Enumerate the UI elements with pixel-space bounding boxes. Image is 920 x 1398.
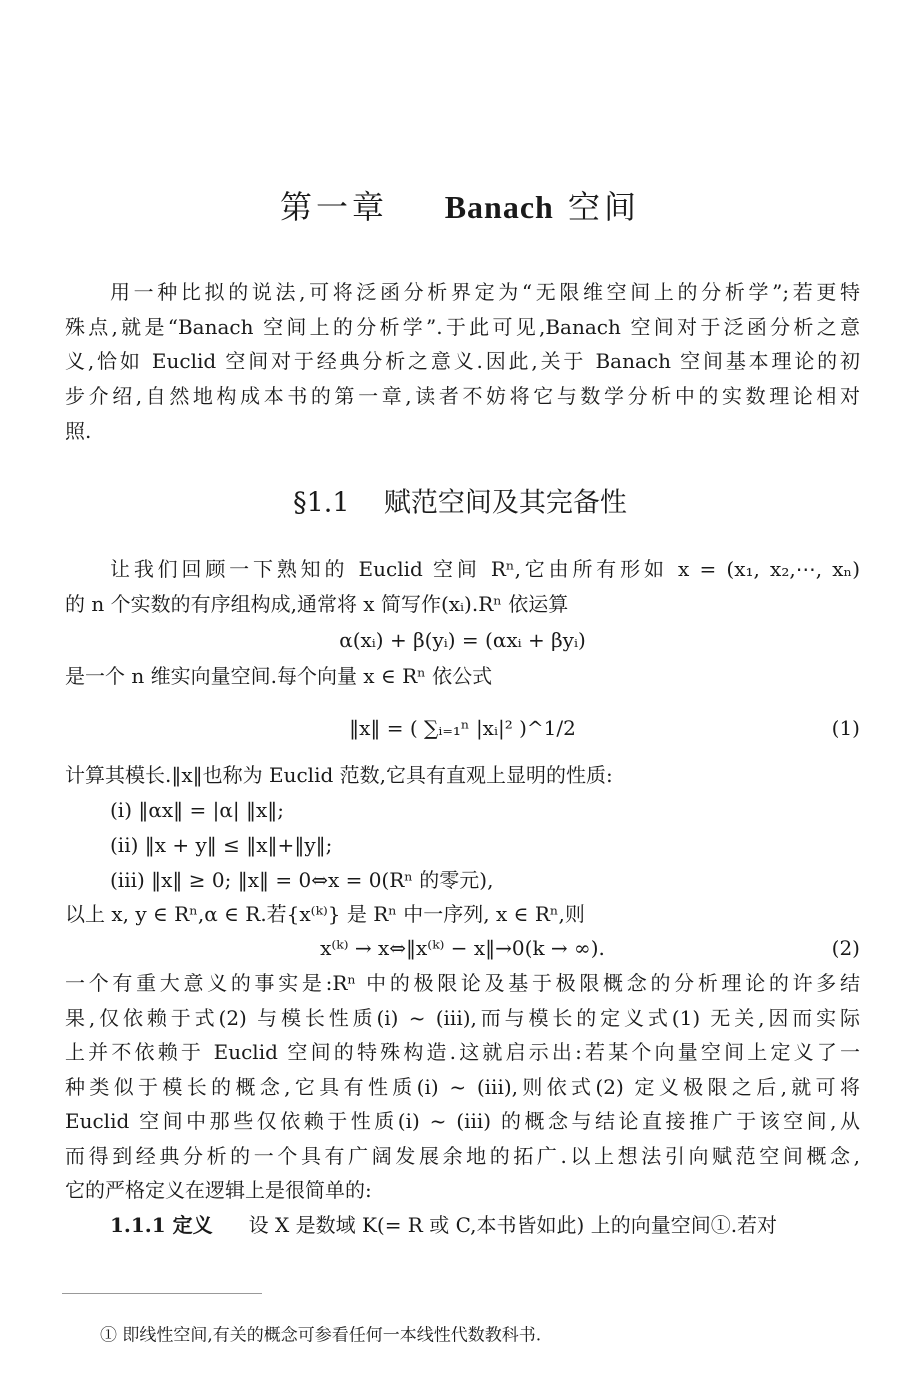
body-line: 让我们回顾一下熟知的 Euclid 空间 Rⁿ,它由所有形如 x = (x₁, x₂,⋯, xₙ) xyxy=(110,557,860,581)
footnote-rule xyxy=(62,1293,262,1294)
equation-number: (1) xyxy=(831,716,860,740)
intro-line: 用一种比拟的说法,可将泛函分析界定为“无限维空间上的分析学”;若更特 xyxy=(110,280,860,304)
intro-line: 义,恰如 Euclid 空间对于经典分析之意义.因此,关于 Banach 空间基本理论的初 xyxy=(65,349,860,373)
chapter-title-bold: Banach xyxy=(444,189,554,225)
body-line: 上并不依赖于 Euclid 空间的特殊构造.这就启示出:若某个向量空间上定义了一 xyxy=(65,1040,860,1064)
chapter-label: 第一章 xyxy=(279,188,388,226)
body-line: 以上 x, y ∈ Rⁿ,α ∈ R.若{x⁽ᵏ⁾} 是 Rⁿ 中一序列, x ∈ Rⁿ,则 xyxy=(65,902,585,926)
body-line: 种类似于模长的概念,它具有性质(i) ~ (iii),则依式(2) 定义极限之后,就可将 xyxy=(65,1075,860,1099)
intro-line: 步介绍,自然地构成本书的第一章,读者不妨将它与数学分析中的实数理论相对 xyxy=(65,384,860,408)
definition-line xyxy=(110,1211,860,1239)
property-iii: (iii) ‖x‖ ≥ 0; ‖x‖ = 0⇔x = 0(Rⁿ 的零元), xyxy=(110,868,494,892)
equation: α(xᵢ) + β(yᵢ) = (αxᵢ + βyᵢ) xyxy=(339,628,586,652)
property-ii: (ii) ‖x + y‖ ≤ ‖x‖+‖y‖; xyxy=(110,833,333,857)
chapter-title-rest: 空间 xyxy=(568,188,641,226)
section-number: §1.1 xyxy=(293,487,350,519)
chapter-title xyxy=(0,182,920,228)
section-heading xyxy=(0,481,920,520)
body-line: Euclid 空间中那些仅依赖于性质(i) ~ (iii) 的概念与结论直接推广于该空间,从 xyxy=(65,1109,860,1133)
section-title: 赋范空间及其完备性 xyxy=(383,487,627,519)
equation-2: x⁽ᵏ⁾ → x⇔‖x⁽ᵏ⁾ − x‖→0(k → ∞). xyxy=(320,936,605,960)
body-line: 的 n 个实数的有序组构成,通常将 x 简写作(xᵢ).Rⁿ 依运算 xyxy=(65,592,569,616)
body-line: 它的严格定义在逻辑上是很简单的: xyxy=(65,1178,372,1202)
body-line: 计算其模长.‖x‖也称为 Euclid 范数,它具有直观上显明的性质: xyxy=(65,763,613,787)
body-line: 一个有重大意义的事实是:Rⁿ 中的极限论及基于极限概念的分析理论的许多结 xyxy=(65,971,860,995)
property-i: (i) ‖αx‖ = |α| ‖x‖; xyxy=(110,798,284,822)
equation-number: (2) xyxy=(831,936,860,960)
body-line: 果,仅依赖于式(2) 与模长性质(i) ~ (iii),而与模长的定义式(1) 无关,因而实际 xyxy=(65,1006,860,1030)
equation-1: ‖x‖ = ( ∑ᵢ₌₁ⁿ |xᵢ|² )^1/2 xyxy=(349,716,576,740)
footnote: ① 即线性空间,有关的概念可参看任何一本线性代数教科书. xyxy=(100,1325,542,1346)
intro-line: 殊点,就是“Banach 空间上的分析学”.于此可见,Banach 空间对于泛函分析之意 xyxy=(65,315,860,339)
definition-text: 设 X 是数域 K(= R 或 C,本书皆如此) 上的向量空间①.若对 xyxy=(248,1213,778,1237)
definition-label: 1.1.1 定义 xyxy=(110,1213,213,1237)
body-line: 是一个 n 维实向量空间.每个向量 x ∈ Rⁿ 依公式 xyxy=(65,664,493,688)
body-line: 而得到经典分析的一个具有广阔发展余地的拓广.以上想法引向赋范空间概念, xyxy=(65,1144,860,1168)
intro-line: 照. xyxy=(65,419,92,443)
